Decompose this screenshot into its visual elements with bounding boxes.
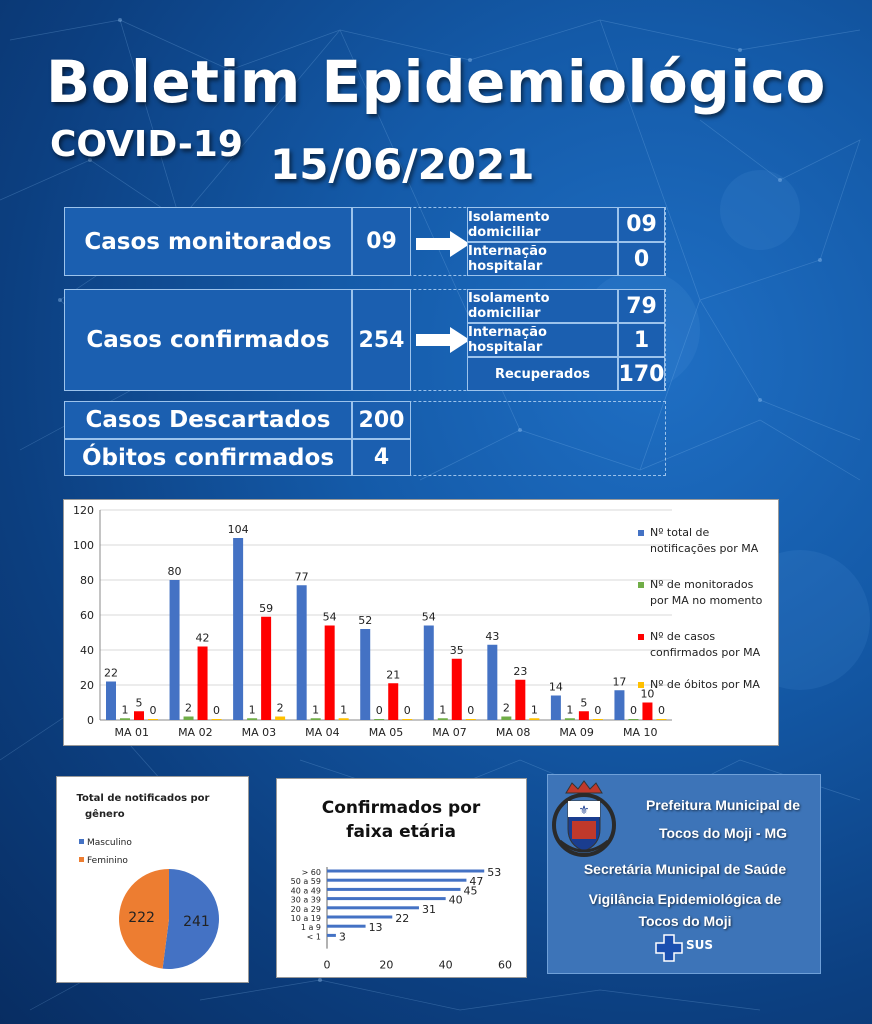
bar-value-label: 10: [640, 687, 655, 701]
age-category-label: > 60: [301, 868, 321, 877]
bar-value-label: 1: [566, 703, 574, 717]
y-tick-label: 20: [80, 679, 94, 692]
bar-value-label: 0: [149, 704, 157, 717]
prefeitura-line-2: Tocos do Moji - MG: [658, 825, 788, 841]
pie-legend-swatch: [79, 857, 84, 862]
descartados-value: 200: [352, 401, 411, 439]
bar-value-label: 23: [513, 664, 528, 678]
age-category-label: 50 a 59: [290, 877, 321, 887]
bar-value-label: 59: [259, 601, 274, 615]
confirmados-recuperados-value: 170: [618, 357, 665, 391]
bar-value-label: 1: [439, 703, 447, 717]
age-bar: [327, 870, 484, 873]
bar: [360, 629, 370, 720]
bar: [487, 645, 497, 720]
bar: [212, 719, 222, 720]
y-tick-label: 0: [87, 714, 94, 727]
bar-value-label: 5: [135, 696, 143, 710]
bar: [134, 711, 144, 720]
prefeitura-line-1: Prefeitura Municipal de: [645, 797, 801, 813]
age-chart-title: faixa etária: [346, 822, 456, 842]
age-bar: [327, 888, 461, 891]
bar-value-label: 1: [121, 703, 129, 717]
age-category-label: 1 a 9: [300, 923, 321, 933]
bar: [170, 580, 180, 720]
bar-value-label: 1: [340, 703, 348, 717]
confirmados-isolamento-value: 79: [618, 289, 665, 323]
ma-bar-chart-svg: [64, 500, 778, 745]
secretaria-text: Secretária Municipal de Saúde: [583, 861, 787, 877]
obitos-label: Óbitos confirmados: [64, 439, 352, 476]
bar: [424, 626, 434, 721]
ma-bar-chart: [63, 499, 779, 746]
monitorados-label: Casos monitorados: [64, 207, 352, 276]
x-tick-label: MA 07: [432, 726, 467, 739]
bar: [402, 719, 412, 720]
bar-value-label: 43: [485, 629, 500, 643]
confirmados-internacao-value: 1: [618, 323, 665, 357]
x-tick-label: MA 04: [305, 726, 340, 739]
bar-value-label: 0: [467, 704, 475, 717]
age-bar: [327, 897, 446, 900]
bar: [529, 718, 539, 720]
x-tick-label: MA 08: [495, 726, 531, 739]
bar: [579, 711, 589, 720]
age-bar: [327, 916, 392, 919]
bar-value-label: 0: [403, 704, 411, 717]
pie-legend-label: Masculino: [87, 838, 132, 848]
age-x-tick-label: 60: [498, 958, 512, 972]
x-tick-label: MA 01: [114, 726, 150, 739]
x-tick-label: MA 10: [622, 726, 658, 739]
bar-value-label: 104: [227, 523, 249, 536]
gender-pie-svg: [57, 777, 248, 982]
sus-label: SUS: [686, 938, 714, 952]
y-tick-label: 40: [80, 644, 94, 657]
bulletin-date: 15/06/2021: [270, 140, 535, 189]
bar: [233, 538, 243, 720]
age-category-label: 10 a 19: [290, 914, 321, 923]
bar-value-label: 35: [449, 643, 464, 657]
age-category-label: 30 a 39: [290, 895, 321, 905]
age-bar: [327, 934, 336, 937]
bar: [388, 683, 398, 720]
bar-value-label: 14: [548, 680, 563, 694]
bar: [593, 719, 603, 720]
monitorados-value: 09: [352, 207, 411, 276]
age-bar-panel: [276, 778, 527, 978]
pie-slice-label: 222: [128, 910, 155, 927]
bar-value-label: 80: [167, 565, 182, 578]
legend-swatch: [638, 634, 644, 640]
bar: [656, 719, 666, 720]
pie-legend-swatch: [79, 839, 84, 844]
bar: [184, 717, 194, 721]
legend-label: Nº de óbitos por MA: [650, 678, 760, 691]
x-tick-label: MA 09: [559, 726, 594, 739]
age-bar-value: 45: [463, 884, 478, 898]
bar: [275, 717, 285, 721]
monitorados-isolamento-label: Isolamento domiciliar: [467, 207, 618, 242]
age-bar-value: 3: [338, 930, 346, 944]
bar: [311, 718, 321, 720]
legend-swatch: [638, 530, 644, 536]
monitorados-internacao-value: 0: [618, 242, 665, 276]
bar-value-label: 0: [594, 704, 602, 717]
monitorados-isolamento-value: 09: [618, 207, 665, 242]
y-tick-label: 60: [80, 609, 94, 622]
age-bar-value: 53: [487, 866, 502, 879]
age-bar: [327, 925, 366, 928]
bar: [106, 682, 116, 721]
bar-value-label: 1: [530, 703, 538, 717]
bar: [452, 659, 462, 720]
bar: [565, 718, 575, 720]
age-bar: [327, 879, 466, 882]
pie-slice-label: 241: [183, 913, 210, 930]
bar: [297, 585, 307, 720]
bar: [148, 719, 158, 720]
arrow-right-icon: [416, 231, 470, 257]
bar-value-label: 52: [358, 614, 373, 627]
bar: [628, 719, 638, 720]
bar: [466, 719, 476, 720]
bar: [198, 647, 208, 721]
bar-value-label: 22: [104, 666, 118, 680]
bar-value-label: 1: [312, 703, 320, 717]
age-bar-value: 22: [395, 912, 410, 925]
bar: [515, 680, 525, 720]
age-category-label: < 1: [306, 932, 321, 942]
bar: [614, 690, 624, 720]
bar: [501, 717, 511, 721]
age-bar-value: 13: [368, 921, 383, 935]
prefeitura-panel: [547, 774, 821, 974]
age-x-tick-label: 0: [323, 958, 331, 972]
bar-value-label: 2: [276, 701, 284, 715]
confirmados-value: 254: [352, 289, 411, 391]
confirmados-label: Casos confirmados: [64, 289, 352, 391]
legend-label: Nº de monitorados por MA no momento: [650, 578, 763, 607]
obitos-value: 4: [352, 439, 411, 476]
descartados-label: Casos Descartados: [64, 401, 352, 439]
confirmados-internacao-label: Internação hospitalar: [467, 323, 618, 357]
y-tick-label: 80: [80, 574, 94, 587]
bar-value-label: 2: [185, 701, 193, 715]
bulletin-title: Boletim Epidemiológico: [46, 48, 826, 116]
age-bar-value: 47: [469, 875, 484, 889]
gender-pie-panel: [56, 776, 249, 983]
age-x-tick-label: 20: [379, 958, 394, 972]
bar: [247, 718, 257, 720]
sus-logo-icon: [652, 933, 722, 969]
bar-value-label: 1: [248, 703, 256, 717]
coat-of-arms-icon: [552, 779, 616, 859]
x-tick-label: MA 03: [241, 726, 277, 739]
age-bar: [327, 906, 419, 909]
pie-legend-label: Feminino: [87, 856, 128, 866]
pie-title: Total de notificados por: [76, 793, 210, 804]
bar: [374, 719, 384, 720]
bar-value-label: 17: [612, 675, 627, 689]
legend-swatch: [638, 582, 644, 588]
bar-value-label: 5: [580, 696, 588, 710]
legend-swatch: [638, 682, 644, 688]
bar-value-label: 54: [322, 610, 337, 624]
confirmados-recuperados-label: Recuperados: [467, 357, 618, 391]
vigilancia-line-2: Tocos do Moji: [638, 913, 732, 929]
legend-label: Nº de casos confirmados por MA: [650, 630, 761, 659]
y-tick-label: 100: [73, 539, 94, 552]
bar-value-label: 0: [375, 704, 383, 717]
bar: [339, 718, 349, 720]
age-category-label: 20 a 29: [290, 904, 321, 914]
bar-value-label: 0: [657, 704, 665, 717]
y-tick-label: 120: [73, 504, 94, 517]
vigilancia-line-1: Vigilância Epidemiológica de: [588, 891, 782, 907]
bar-value-label: 42: [195, 631, 210, 645]
svg-text:⚜: ⚜: [578, 803, 590, 817]
arrow-right-icon: [416, 327, 470, 353]
bar-value-label: 21: [386, 668, 401, 682]
bar: [438, 718, 448, 720]
bar-value-label: 77: [294, 570, 309, 584]
age-category-label: 40 a 49: [290, 886, 321, 896]
monitorados-internacao-label: Internação hospitalar: [467, 242, 618, 276]
bar: [120, 718, 130, 720]
bar: [551, 696, 561, 721]
bar: [325, 626, 335, 721]
age-x-tick-label: 40: [438, 958, 453, 972]
pie-title: gênero: [85, 809, 125, 820]
age-bar-value: 31: [421, 902, 436, 916]
bar: [261, 617, 271, 720]
bar-value-label: 0: [629, 704, 637, 717]
age-bar-value: 40: [448, 893, 463, 907]
x-tick-label: MA 05: [368, 726, 404, 739]
confirmados-isolamento-label: Isolamento domiciliar: [467, 289, 618, 323]
legend-label: Nº total de notificações por MA: [650, 526, 759, 555]
age-chart-title: Confirmados por: [321, 798, 481, 818]
bar-value-label: 2: [502, 701, 510, 715]
age-bar-svg: [277, 779, 526, 977]
disease-label: COVID-19: [50, 124, 243, 165]
x-tick-label: MA 02: [178, 726, 213, 739]
bar: [642, 703, 652, 721]
bar-value-label: 0: [213, 704, 221, 717]
bar-value-label: 54: [421, 610, 436, 624]
